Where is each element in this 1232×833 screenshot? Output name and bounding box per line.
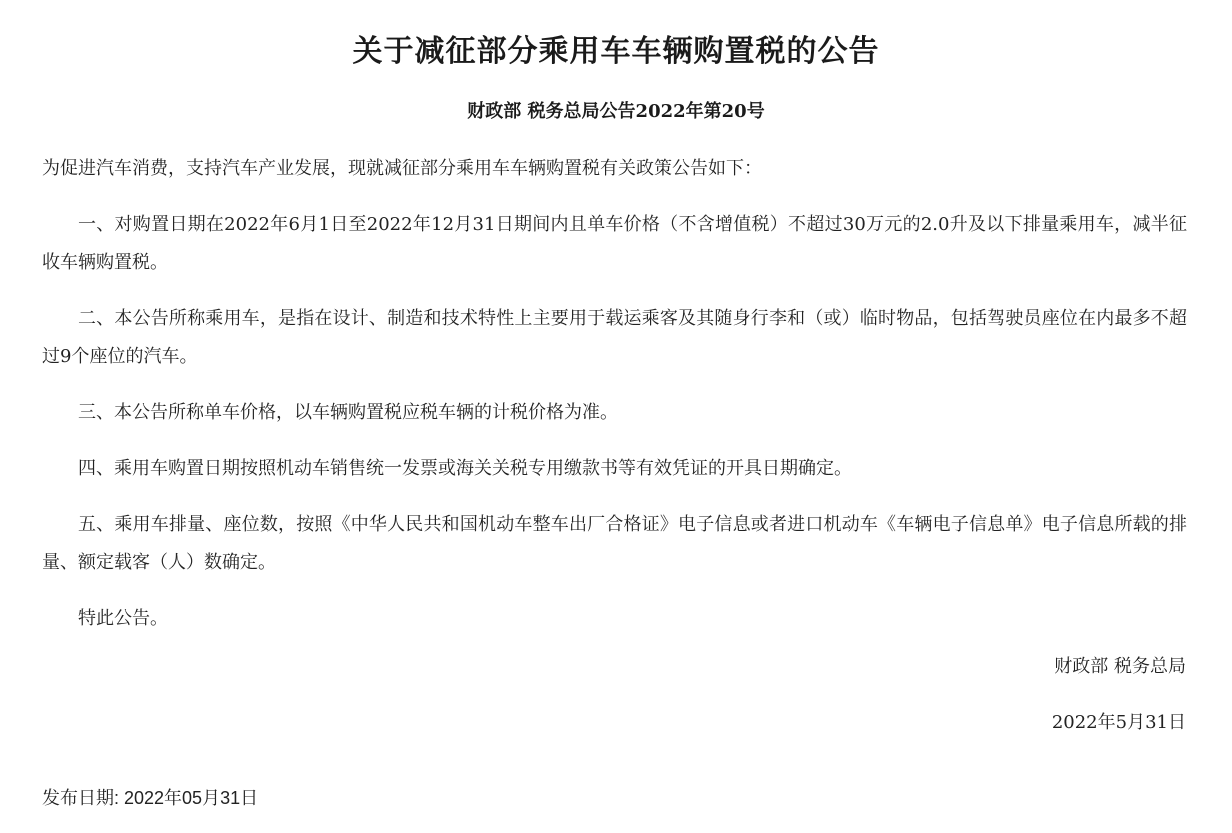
clause-2: 二、本公告所称乘用车，是指在设计、制造和技术特性上主要用于载运乘客及其随身行李和（或）临时物品，包括驾驶员座位在内最多不超过9个座位的汽车。 [42,308,1187,367]
signature-date: 2022年5月31日 [1051,712,1186,733]
clause-3: 三、本公告所称单车价格，以车辆购置税应税车辆的计税价格为准。 [78,402,618,423]
intro-paragraph: 为促进汽车消费，支持汽车产业发展，现就减征部分乘用车车辆购置税有关政策公告如下： [42,158,762,179]
document-subtitle: 财政部 税务总局公告2022年第20号 [467,101,765,122]
signature-organization: 财政部 税务总局 [1054,656,1186,677]
clause-1: 一、对购置日期在2022年6月1日至2022年12月31日期间内且单车价格（不含增值税）不超过30万元的2.0升及以下排量乘用车，减半征收车辆购置税。 [42,214,1187,273]
clause-5: 五、乘用车排量、座位数，按照《中华人民共和国机动车整车出厂合格证》电子信息或者进口机动车《车辆电子信息单》电子信息所载的排量、额定载客（人）数确定。 [42,514,1187,573]
document-body [42,150,1187,656]
publish-date: 发布日期: 2022年05月31日 [42,788,259,808]
closing-paragraph: 特此公告。 [78,608,168,629]
document-title: 关于减征部分乘用车车辆购置税的公告 [352,34,880,69]
clause-4: 四、乘用车购置日期按照机动车销售统一发票或海关关税专用缴款书等有效凭证的开具日期确定。 [78,458,852,479]
